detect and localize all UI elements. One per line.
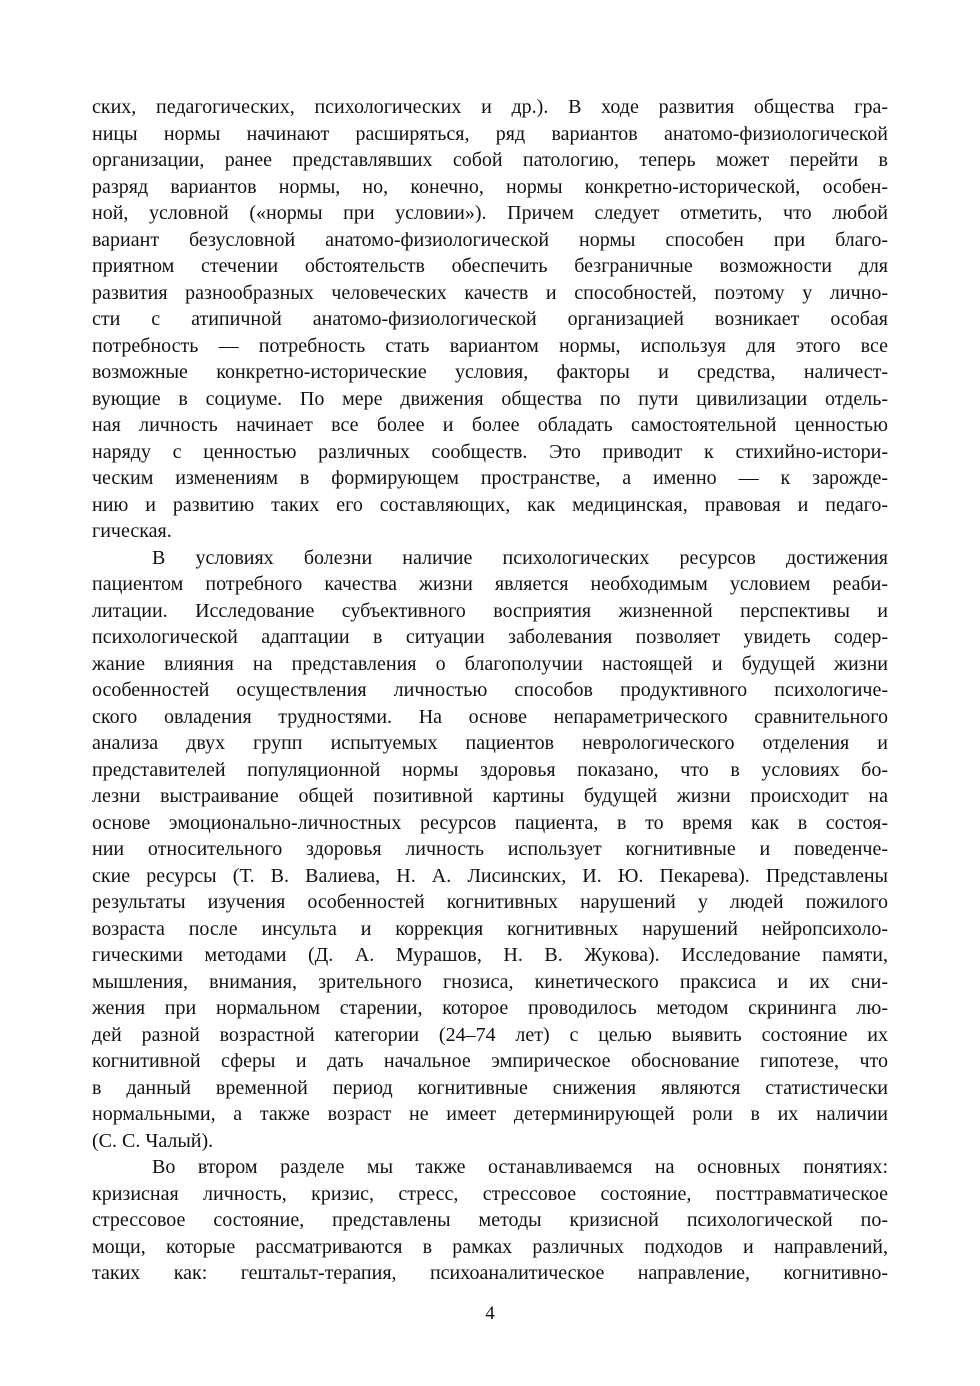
text-line: когнитивной сферы и дать начальное эмпирическое обоснование гипотезе, что (92, 1050, 888, 1072)
text-line: дей разной возрастной категории (24–74 лет) с целью выявить состояние их (92, 1023, 888, 1046)
text-line: кризисная личность, кризис, стресс, стрессовое состояние, посттравматическое (92, 1182, 888, 1205)
text-line: ной, условной («нормы при условии»). Причем следует отметить, что любой (92, 202, 888, 224)
text-line: сти с атипичной анатомо-физиологической организацией возникает особая (92, 308, 888, 330)
document-page (92, 94, 888, 1287)
text-line: мышления, внимания, зрительного гнозиса, кинетического праксиса и их сни- (92, 970, 888, 993)
text-line: гическими методами (Д. А. Мурашов, Н. В. Жукова). Исследование памяти, (92, 944, 888, 966)
text-line: психологической адаптации в ситуации заболевания позволяет увидеть содер- (92, 626, 888, 648)
text-line: основе эмоционально-личностных ресурсов пациента, в то время как в состоя- (92, 811, 888, 834)
text-line: литации. Исследование субъективного восприятия жизненной перспективы и (92, 599, 888, 622)
page-number: 4 (485, 1303, 495, 1324)
text-line: разряд вариантов нормы, но, конечно, нормы конкретно-исторической, особен- (92, 175, 888, 198)
text-line: организации, ранее представлявших собой патологию, теперь может перейти в (92, 149, 888, 171)
text-line: ские ресурсы (Т. В. Валиева, Н. А. Лисинских, И. Ю. Пекарева). Представлены (92, 864, 888, 887)
text-line: пациентом потребного качества жизни является необходимым условием реаби- (92, 573, 888, 595)
text-line: потребность — потребность стать вариантом нормы, используя для этого все (92, 334, 888, 357)
text-line: ческим изменениям в формирующем пространстве, а именно — к зарожде- (92, 467, 888, 489)
text-line: возможные конкретно-исторические условия, факторы и средства, наличест- (92, 361, 888, 383)
text-line: вариант безусловной анатомо-физиологической нормы способен при благо- (92, 228, 888, 251)
text-line: жения при нормальном старении, которое проводилось методом скрининга лю- (92, 997, 888, 1019)
text-line: лезни выстраивание общей позитивной картины будущей жизни происходит на (92, 785, 888, 807)
text-line: особенностей осуществления личностью способов продуктивного психологиче- (92, 679, 888, 701)
text-line: приятном стечении обстоятельств обеспечить безграничные возможности для (92, 255, 888, 277)
text-line: Во втором разделе мы также останавливаемся на основных понятиях: (152, 1156, 888, 1178)
text-line: нию и развитию таких его составляющих, как медицинская, правовая и педаго- (92, 493, 888, 516)
text-line: ского овладения трудностями. На основе непараметрического сравнительного (92, 705, 888, 728)
text-line: ских, педагогических, психологических и др.). В ходе развития общества гра- (92, 96, 888, 118)
text-line: нии относительного здоровья личность использует когнитивные и поведенче- (92, 838, 888, 860)
paragraph-2 (92, 545, 888, 1155)
text-line: нормальными, а также возраст не имеет детерминирующей роли в их наличии (92, 1103, 888, 1125)
text-line: мощи, которые рассматриваются в рамках различных подходов и направлений, (92, 1235, 888, 1258)
text-line: анализа двух групп испытуемых пациентов неврологического отделения и (92, 732, 888, 754)
text-line: представителей популяционной нормы здоровья показано, что в условиях бо- (92, 758, 888, 781)
paragraph-3 (92, 1154, 888, 1287)
paragraph-1 (92, 94, 888, 545)
text-line: стрессовое состояние, представлены методы кризисной психологической по- (92, 1209, 888, 1231)
text-line: результаты изучения особенностей когнитивных нарушений у людей пожилого (92, 891, 888, 913)
text-line: возраста после инсульта и коррекция когнитивных нарушений нейропсихоло- (92, 917, 888, 940)
text-line: гическая. (92, 520, 172, 542)
text-line: наряду с ценностью различных сообществ. Это приводит к стихийно-истори- (92, 440, 888, 463)
text-line: вующие в социуме. По мере движения общества по пути цивилизации отдель- (92, 387, 888, 410)
text-line: (С. С. Чалый). (92, 1129, 214, 1152)
text-line: жание влияния на представления о благополучии настоящей и будущей жизни (92, 652, 888, 675)
text-line: ницы нормы начинают расширяться, ряд вариантов анатомо-физиологической (92, 122, 888, 145)
text-line: в данный временной период когнитивные снижения являются статистически (92, 1076, 888, 1099)
text-line: таких как: гештальт-терапия, психоаналитическое направление, когнитивно- (92, 1262, 888, 1284)
text-line: ная личность начинает все более и более обладать самостоятельной ценностью (92, 414, 888, 436)
text-line: развития разнообразных человеческих качеств и способностей, поэтому у лично- (92, 281, 888, 304)
text-line: В условиях болезни наличие психологических ресурсов достижения (152, 546, 888, 569)
